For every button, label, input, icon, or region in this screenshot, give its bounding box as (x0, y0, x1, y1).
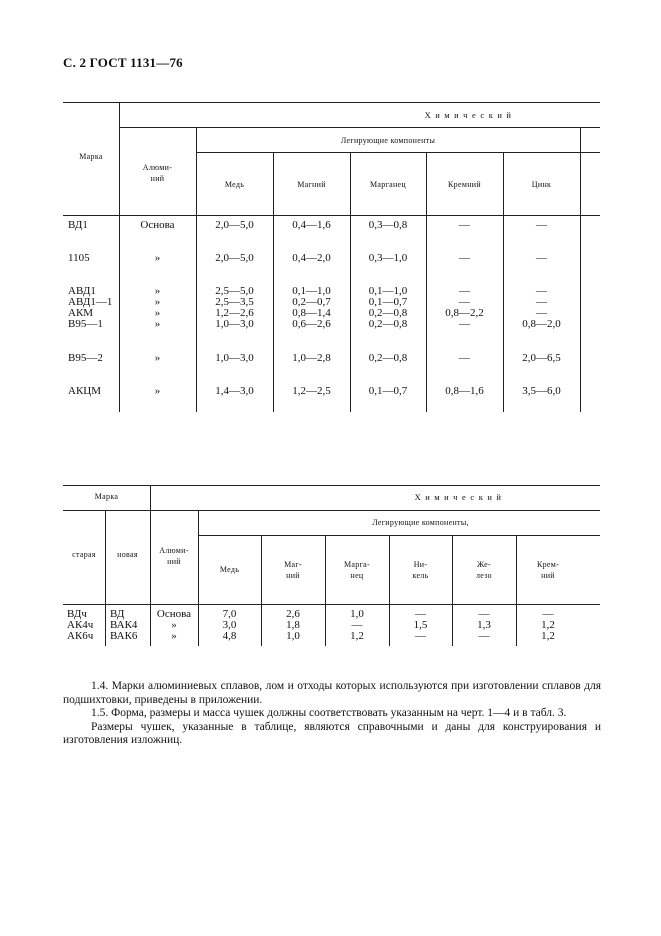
cell-si: 0,8—1,6 (445, 385, 484, 397)
cell-cu: 4,8 (222, 630, 237, 642)
cell-mg: 0,2—0,7 (292, 296, 331, 308)
cell-mn: 0,3—1,0 (368, 252, 408, 264)
cell-al: » (154, 318, 161, 330)
cell-mg: 1,0 (286, 630, 300, 642)
table-rule (198, 535, 600, 536)
table-rule (63, 510, 600, 511)
cell-new: ВАК4 (110, 619, 138, 631)
table-rule (63, 102, 600, 103)
table-rule (196, 127, 197, 412)
table-rule (63, 215, 600, 216)
col-header-si: Крем- ний (536, 560, 560, 580)
col-header-fe: Же- лезо (476, 560, 492, 580)
cell-ni: — (415, 630, 426, 642)
cell-mn: 0,1—0,7 (368, 385, 408, 397)
aluminium-header: Алюми- ний (159, 546, 189, 566)
cell-cu: 2,0—5,0 (215, 252, 254, 264)
cell-mg: 0,1—1,0 (292, 285, 331, 297)
marka-header: Марка (94, 492, 119, 501)
cell-zn: — (536, 219, 547, 231)
cell-mn: 0,2—0,8 (368, 318, 408, 330)
cell-mark: ВД1 (68, 219, 88, 231)
cell-si: — (459, 219, 470, 231)
cell-mn: 1,2 (350, 630, 364, 642)
alloying-header: Легирующие компоненты, (372, 518, 469, 527)
table-rule (63, 485, 600, 486)
cell-cu: 1,4—3,0 (215, 385, 254, 397)
cell-mark: АВД1—1 (68, 296, 113, 308)
cell-mn: 0,1—0,7 (368, 296, 408, 308)
col-header-ni: Ни- кель (412, 560, 429, 580)
cell-mg: 2,6 (286, 608, 300, 620)
cell-cu: 1,2—2,6 (215, 307, 254, 319)
cell-old: АК6ч (67, 630, 94, 642)
cell-si: — (459, 285, 470, 297)
cell-new: ВАК6 (110, 630, 138, 642)
cell-al: Основа (156, 608, 192, 620)
table-rule (119, 127, 600, 128)
cell-mg: 0,8—1,4 (292, 307, 331, 319)
cell-al: » (154, 285, 161, 297)
cell-al: » (154, 352, 161, 364)
cell-old: ВДч (67, 608, 87, 620)
cell-mg: 0,6—2,6 (292, 318, 331, 330)
cell-mark: В95—2 (68, 352, 103, 364)
page-header: С. 2 ГОСТ 1131—76 (63, 55, 183, 70)
table-rule (273, 152, 274, 412)
cell-si: — (542, 608, 554, 620)
cell-old: АК4ч (67, 619, 94, 631)
cell-fe: — (478, 630, 490, 642)
cell-al: Основа (140, 219, 175, 231)
cell-zn: 3,5—6,0 (522, 385, 561, 397)
paragraph-1-4: 1.4. Марки алюминиевых сплавов, лом и отходы которых используются при изготовлении сплавов для подшихтовки, приведены в приложении. (63, 680, 601, 706)
cell-si: 1,2 (541, 619, 555, 631)
cell-zn: 2,0—6,5 (522, 352, 561, 364)
cell-cu: 7,0 (222, 608, 237, 620)
cell-cu: 2,5—3,5 (215, 296, 254, 308)
notes-section (63, 680, 601, 748)
cell-mark: АКМ (68, 307, 94, 319)
cell-al: » (171, 619, 177, 631)
cell-al: » (171, 630, 177, 642)
table-rule (503, 152, 504, 412)
table-rule (350, 152, 351, 412)
cell-al: » (154, 385, 161, 397)
new-mark-header: новая (117, 550, 138, 559)
alloying-header: Легирующие компоненты (340, 136, 436, 145)
cell-mark: В95—1 (68, 318, 103, 330)
table-rule (580, 127, 581, 412)
col-header-mn: Марга- нец (344, 560, 370, 580)
cell-mg: 1,0—2,8 (292, 352, 331, 364)
cell-mn: — (351, 619, 363, 631)
cell-si: — (459, 296, 470, 308)
cell-fe: 1,3 (477, 619, 491, 631)
chemical-header: Химический (414, 492, 506, 502)
cell-si: — (459, 252, 470, 264)
paragraph-1-5-sizes: Размеры чушек, указанные в таблице, являются справочными и даны для конструирования и изготовления изложниц. (63, 720, 601, 746)
cell-mark: АВД1 (68, 285, 96, 297)
col-header-mn: Марганец (369, 180, 406, 189)
cell-mark: 1105 (68, 252, 90, 264)
col-header-zn: Цинк (531, 180, 552, 189)
col-header-cu: Медь (224, 180, 245, 189)
cell-mn: 0,2—0,8 (368, 352, 408, 364)
cell-zn: — (536, 307, 547, 319)
table-rule (196, 152, 600, 153)
cell-cu: 2,5—5,0 (215, 285, 254, 297)
cell-zn: — (536, 296, 547, 308)
chemical-header: Химический (424, 110, 516, 120)
cell-cu: 1,0—3,0 (215, 352, 254, 364)
cell-zn: 0,8—2,0 (522, 318, 561, 330)
col-header-mg: Магний (297, 180, 326, 189)
table-rule (105, 510, 106, 646)
table-rule (63, 604, 600, 605)
cell-zn: — (536, 285, 547, 297)
cell-mg: 0,4—2,0 (292, 252, 331, 264)
cell-fe: — (478, 608, 490, 620)
cell-mg: 0,4—1,6 (292, 219, 331, 231)
cell-mg: 1,8 (286, 619, 300, 631)
cell-mn: 0,2—0,8 (368, 307, 408, 319)
cell-mark: АКЦМ (68, 385, 102, 397)
col-header-cu: Медь (219, 565, 240, 574)
cell-si: — (459, 318, 470, 330)
marka-header: Марка (79, 152, 103, 161)
cell-ni: — (415, 608, 426, 620)
col-header-si: Кремний (448, 180, 481, 189)
aluminium-header: Алюми- ний (142, 163, 173, 183)
cell-si: 1,2 (541, 630, 555, 642)
cell-ni: 1,5 (413, 619, 428, 631)
table-rule (426, 152, 427, 412)
cell-al: » (154, 307, 161, 319)
cell-si: — (459, 352, 470, 364)
cell-mn: 0,3—0,8 (368, 219, 408, 231)
cell-new: ВД (110, 608, 125, 620)
paragraph-1-5: 1.5. Форма, размеры и масса чушек должны соответствовать указанным на черт. 1—4 и в табл. 3. (91, 707, 567, 719)
cell-al: » (154, 296, 161, 308)
cell-mg: 1,2—2,5 (292, 385, 331, 397)
cell-mn: 1,0 (350, 608, 364, 620)
cell-al: » (154, 252, 161, 264)
cell-mn: 0,1—1,0 (368, 285, 408, 297)
cell-cu: 2,0—5,0 (215, 219, 254, 231)
col-header-mg: Маг- ний (284, 560, 302, 580)
old-mark-header: старая (72, 550, 96, 559)
cell-cu: 3,0 (222, 619, 237, 631)
cell-cu: 1,0—3,0 (215, 318, 254, 330)
cell-si: 0,8—2,2 (445, 307, 484, 319)
cell-zn: — (536, 252, 547, 264)
